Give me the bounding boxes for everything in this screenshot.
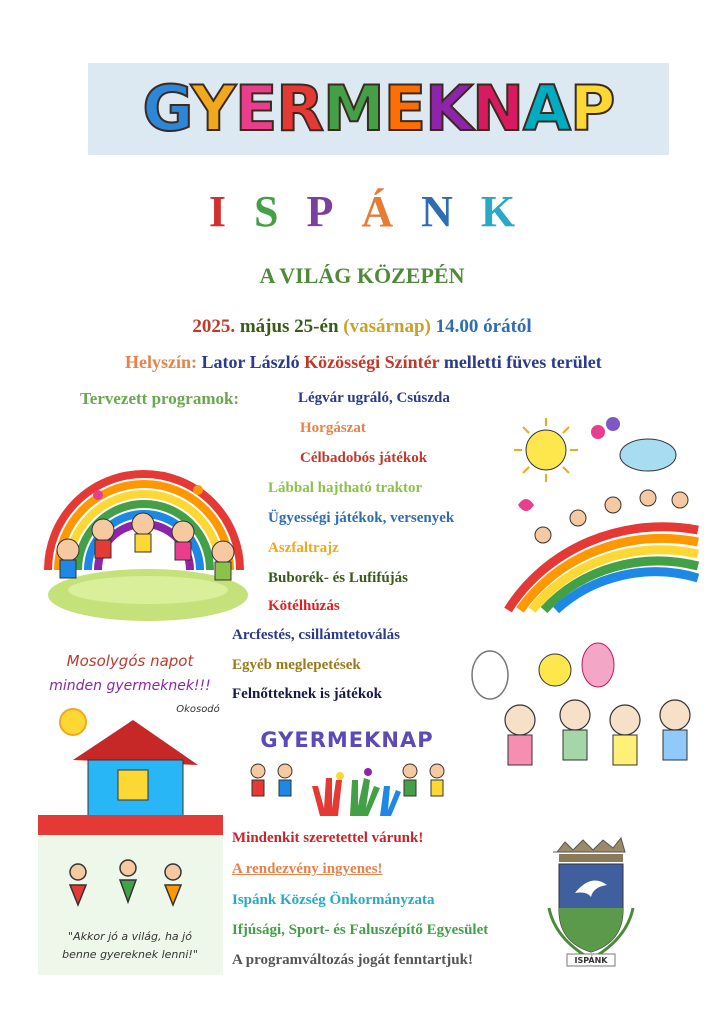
footer-line: Mindenkit szeretettel várunk! [232, 830, 424, 846]
village-letter: Á [361, 187, 394, 236]
footer-line-free: A rendezvény ingyenes! [232, 861, 383, 877]
date-year: 2025. [192, 316, 236, 337]
program-item: Felnőtteknek is játékok [232, 686, 382, 702]
banner-letter: M [323, 72, 384, 145]
venue-place3: melletti füves terület [439, 352, 602, 372]
poster-quote1: "Akkor jó a világ, ha jó [68, 930, 192, 943]
program-item: Lábbal hajtható traktor [268, 480, 423, 496]
event-date [0, 316, 724, 338]
program-item: Aszfaltrajz [268, 540, 339, 556]
program-item: Kötélhúzás [268, 598, 340, 614]
village-letter: P [306, 187, 334, 236]
banner-letter: P [570, 72, 615, 145]
program-item: Célbadobós játékok [300, 450, 428, 466]
poster-line1: Mosolygós napot [66, 652, 194, 670]
banner-letter: E [383, 72, 426, 145]
banner-letter: E [234, 72, 277, 145]
rainbow-children-illustration [38, 440, 250, 620]
program-item: Légvár ugráló, Csúszda [298, 390, 450, 406]
hands-children-illustration [240, 756, 455, 818]
kids-balloons-illustration [470, 635, 720, 785]
subtitle: A VILÁG KÖZEPÉN [259, 263, 465, 288]
program-item: Buborék- és Lufifújás [268, 570, 409, 586]
mini-banner-title: GYERMEKNAP [260, 728, 434, 752]
date-time: 14.00 órától [430, 316, 532, 337]
banner-letter: Y [191, 72, 235, 145]
poster-signature: Okosodó [176, 704, 220, 715]
program-item: Ügyességi játékok, versenyek [268, 510, 455, 526]
village-letter: N [421, 187, 453, 236]
date-day: május 25-én [235, 316, 344, 337]
banner-letter: A [523, 72, 571, 145]
program-item: Horgászat [300, 420, 366, 436]
banner-letter: K [425, 72, 473, 145]
program-item: Egyéb meglepetések [232, 657, 361, 673]
footer-line: Ispánk Község Önkormányzata [232, 892, 435, 908]
venue [125, 352, 602, 373]
venue-label: Helyszín: [125, 352, 197, 372]
footer-line: A programváltozás jogát fenntartjuk! [232, 952, 473, 968]
program-item: Arcfestés, csillámtetoválás [232, 627, 401, 643]
footer-line: Ifjúsági, Sport- és Faluszépítő Egyesület [232, 922, 489, 938]
ispank-coat-of-arms [545, 838, 637, 970]
date-weekday: (vasárnap) [343, 316, 431, 337]
sun-rainbow-illustration [498, 410, 698, 590]
village-letter: I [208, 187, 226, 236]
banner-letter: R [276, 72, 324, 145]
village-letter: S [253, 187, 279, 236]
crest-label: ISPÁNK [574, 956, 608, 965]
poster-quote2: benne gyereknek lenni!" [62, 948, 198, 961]
planned-programs-label: Tervezett programok: [80, 389, 240, 408]
village-letter: K [480, 187, 516, 236]
venue-place2: Közösségi Színtér [299, 352, 440, 372]
house-poster-illustration [38, 640, 223, 980]
event-title [88, 66, 669, 152]
venue-place1: Lator László [197, 352, 300, 372]
village-name [0, 184, 724, 240]
banner-letter: G [142, 72, 192, 145]
banner-letter: N [472, 72, 524, 145]
poster-line2: minden gyermeknek!!! [49, 678, 211, 694]
